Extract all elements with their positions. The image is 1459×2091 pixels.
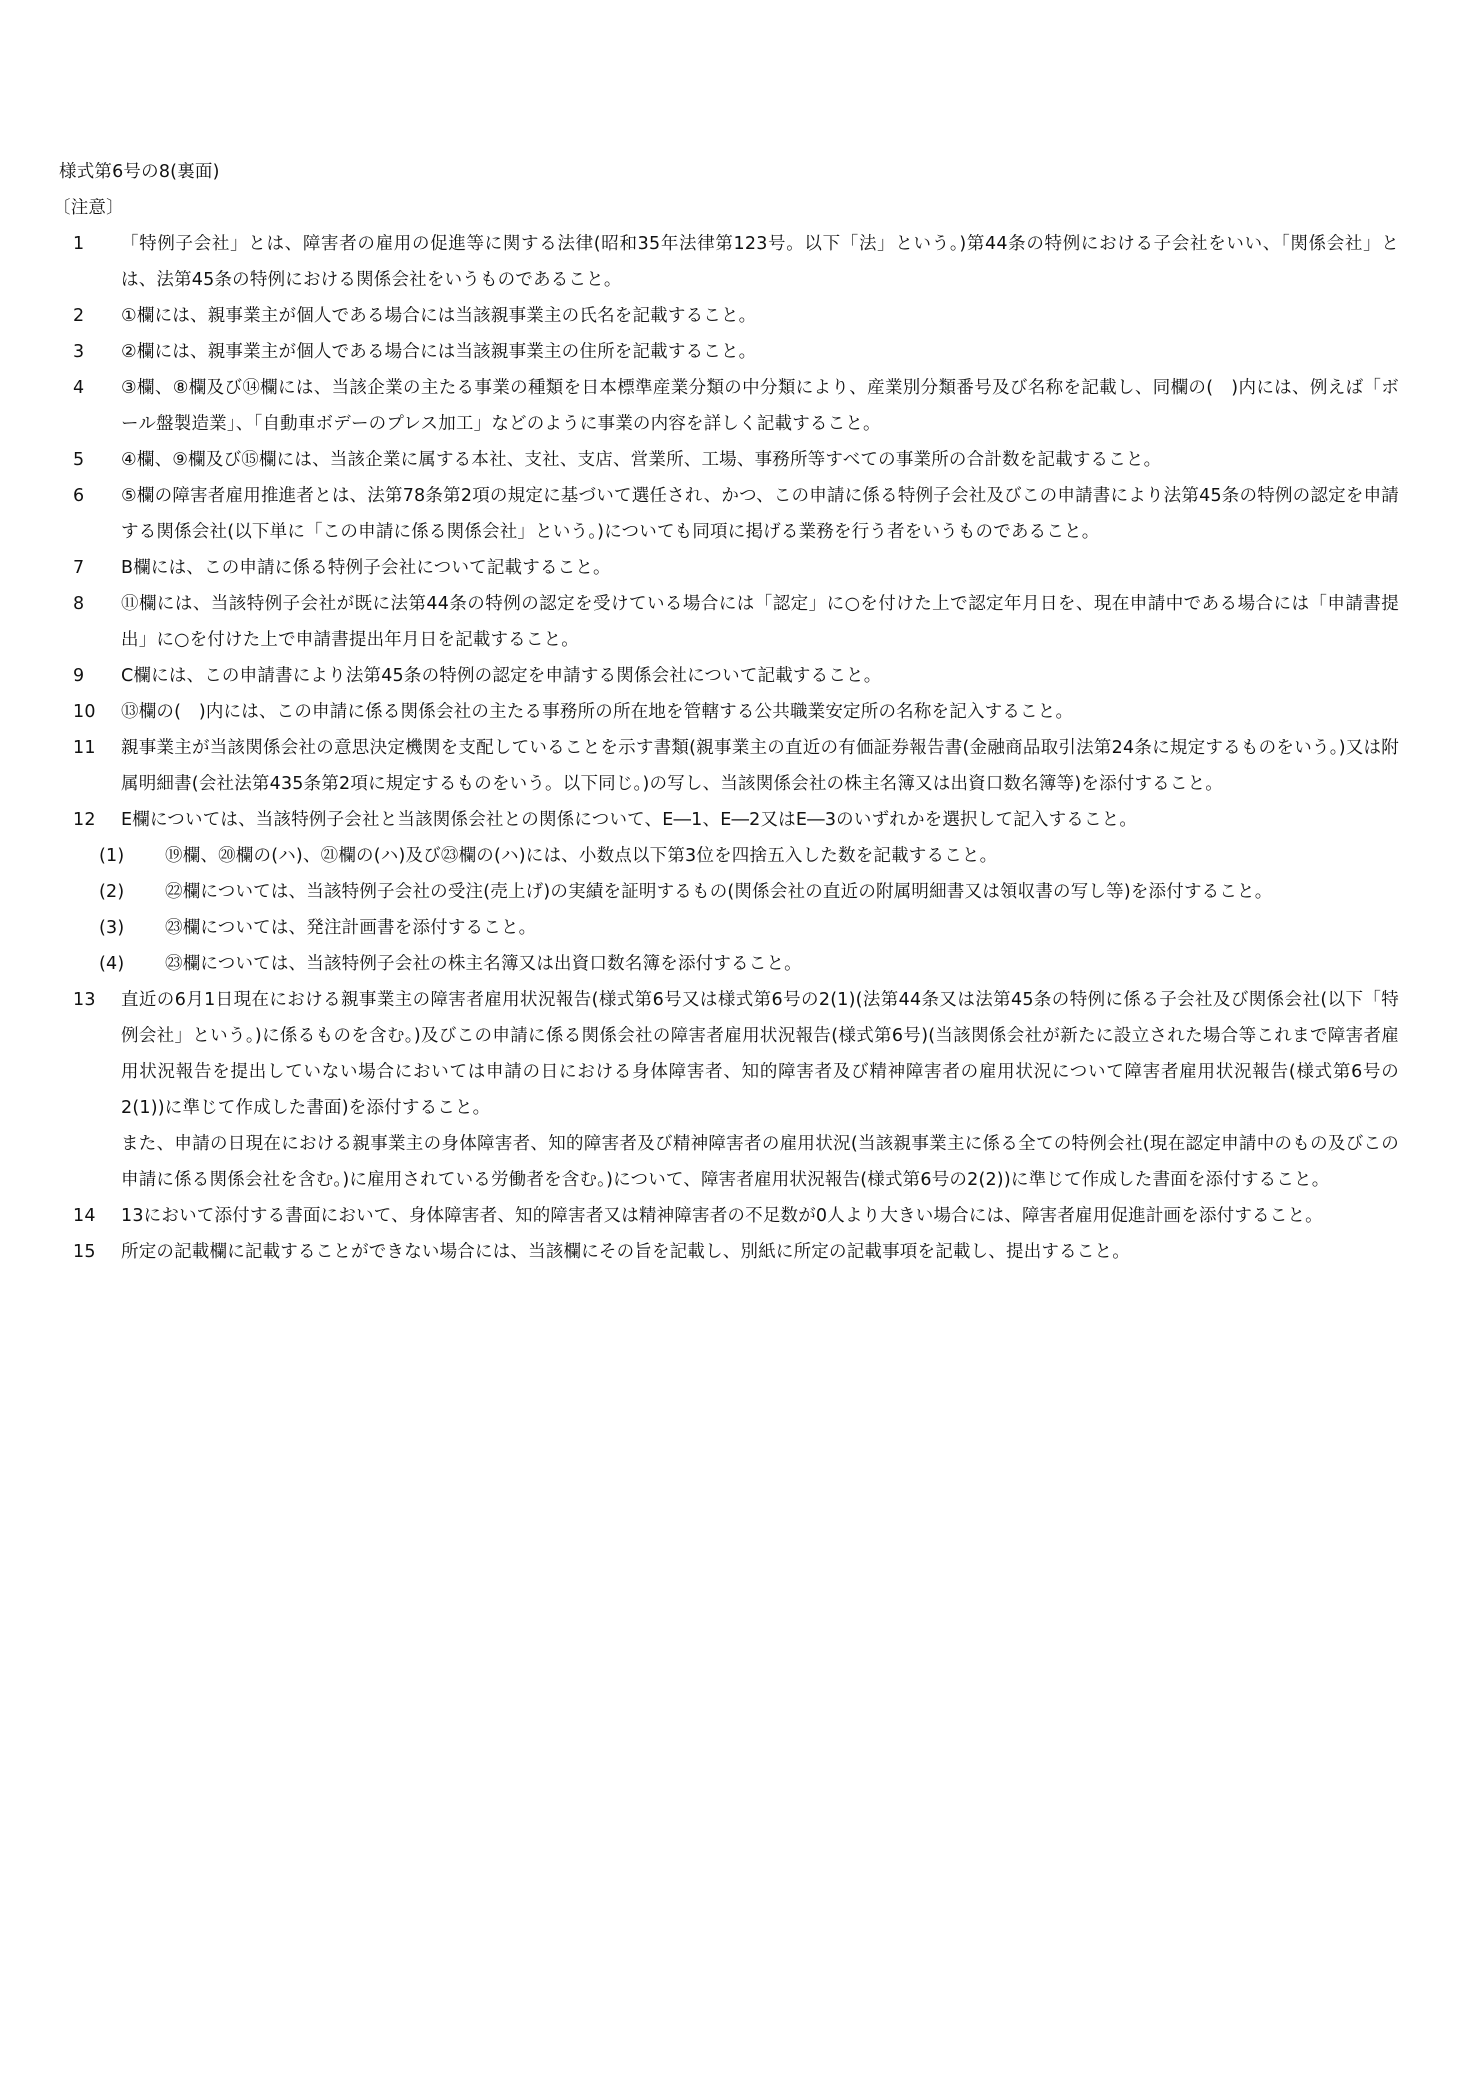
- subnote-item-4: [59, 946, 1399, 982]
- note-text: 直近の6月1日現在における親事業主の障害者雇用状況報告(様式第6号又は様式第6号の2(1)(法第44条又は法第45条の特例に係る子会社及び関係会社(以下「特例会社」という。)に係るものを含む。)及びこの申請に係る関係会社の障害者雇用状況報告(様式第6号)(当該関係会社が新たに設立された場合等これまで障害者雇用状況報告を提出していない場合においては申請の日における身体障害者、知的障害者及び精神障害者の雇用状況について障害者雇用状況報告(様式第6号の2(1))に準じて作成した書面)を添付すること。: [121, 990, 1399, 1118]
- subnote-number: (4): [99, 954, 125, 974]
- note-number: 14: [73, 1206, 96, 1226]
- note-text: ⑬欄の( )内には、この申請に係る関係会社の主たる事務所の所在地を管轄する公共職業安定所の名称を記入すること。: [121, 702, 1074, 722]
- subnote-number: (3): [99, 918, 125, 938]
- subnote-item-1: [59, 838, 1399, 874]
- note-number: 6: [73, 486, 85, 506]
- note-number: 15: [73, 1242, 96, 1262]
- note-number: 4: [73, 378, 85, 398]
- note-13-continuation: また、申請の日現在における親事業主の身体障害者、知的障害者及び精神障害者の雇用状況(当該親事業主に係る全ての特例会社(現在認定申請中のもの及びこの申請に係る関係会社を含む。)に雇用されている労働者を含む。)について、障害者雇用状況報告(様式第6号の2(2))に準じて作成した書面を添付すること。: [121, 1134, 1399, 1190]
- note-number: 10: [73, 702, 96, 722]
- form-title: 様式第6号の8(裏面): [59, 162, 220, 182]
- note-item-3: [59, 334, 1399, 370]
- note-number: 13: [73, 990, 96, 1010]
- note-item-8: [59, 586, 1399, 658]
- note-number: 1: [73, 234, 85, 254]
- note-text: 所定の記載欄に記載することができない場合には、当該欄にその旨を記載し、別紙に所定の記載事項を記載し、提出すること。: [121, 1242, 1130, 1262]
- notes-heading: 〔注意〕: [53, 198, 124, 218]
- note-item-13: [59, 982, 1399, 1126]
- note-number: 12: [73, 810, 96, 830]
- note-item-2: [59, 298, 1399, 334]
- note-item-10: [59, 694, 1399, 730]
- subnote-text: ㉓欄については、当該特例子会社の株主名簿又は出資口数名簿を添付すること。: [165, 954, 802, 974]
- note-number: 8: [73, 594, 85, 614]
- note-item-15: [59, 1234, 1399, 1270]
- note-number: 5: [73, 450, 85, 470]
- note-text: ⑪欄には、当該特例子会社が既に法第44条の特例の認定を受けている場合には「認定」に○を付けた上で認定年月日を、現在申請中である場合には「申請書提出」に○を付けた上で申請書提出年月日を記載すること。: [121, 594, 1399, 650]
- note-text: 13において添付する書面において、身体障害者、知的障害者又は精神障害者の不足数が0人より大きい場合には、障害者雇用促進計画を添付すること。: [121, 1206, 1323, 1226]
- note-number: 3: [73, 342, 85, 362]
- note-number: 11: [73, 738, 96, 758]
- subnote-text: ⑲欄、⑳欄の(ハ)、㉑欄の(ハ)及び㉓欄の(ハ)には、小数点以下第3位を四捨五入した数を記載すること。: [165, 846, 998, 866]
- note-item-14: [59, 1198, 1399, 1234]
- note-item-11: [59, 730, 1399, 802]
- note-text: ③欄、⑧欄及び⑭欄には、当該企業の主たる事業の種類を日本標準産業分類の中分類により、産業別分類番号及び名称を記載し、同欄の( )内には、例えば「ボール盤製造業」、「自動車ボデーのプレス加工」などのように事業の内容を詳しく記載すること。: [121, 378, 1399, 434]
- note-number: 7: [73, 558, 85, 578]
- note-text: ④欄、⑨欄及び⑮欄には、当該企業に属する本社、支社、支店、営業所、工場、事務所等すべての事業所の合計数を記載すること。: [121, 450, 1162, 470]
- note-text: ②欄には、親事業主が個人である場合には当該親事業主の住所を記載すること。: [121, 342, 757, 362]
- note-item-7: [59, 550, 1399, 586]
- subnote-item-2: [59, 874, 1399, 910]
- note-item-1: [59, 226, 1399, 298]
- note-text: ①欄には、親事業主が個人である場合には当該親事業主の氏名を記載すること。: [121, 306, 757, 326]
- note-text: 親事業主が当該関係会社の意思決定機関を支配していることを示す書類(親事業主の直近の有価証券報告書(金融商品取引法第24条に規定するものをいう。)又は附属明細書(会社法第435条第2項に規定するものをいう。以下同じ。)の写し、当該関係会社の株主名簿又は出資口数名簿等)を添付すること。: [121, 738, 1399, 794]
- note-text: 「特例子会社」とは、障害者の雇用の促進等に関する法律(昭和35年法律第123号。以下「法」という。)第44条の特例における子会社をいい、「関係会社」とは、法第45条の特例における関係会社をいうものであること。: [121, 234, 1399, 290]
- note-item-4: [59, 370, 1399, 442]
- subnote-text: ㉓欄については、発注計画書を添付すること。: [165, 918, 537, 938]
- subnote-number: (1): [99, 846, 125, 866]
- notes-document: [53, 154, 1399, 1270]
- subnote-item-3: [59, 910, 1399, 946]
- note-text: B欄には、この申請に係る特例子会社について記載すること。: [121, 558, 611, 578]
- subnote-number: (2): [99, 882, 125, 902]
- note-text: E欄については、当該特例子会社と当該関係会社との関係について、E―1、E―2又はE―3のいずれかを選択して記入すること。: [121, 810, 1138, 830]
- note-text: ⑤欄の障害者雇用推進者とは、法第78条第2項の規定に基づいて選任され、かつ、この申請に係る特例子会社及びこの申請書により法第45条の特例の認定を申請する関係会社(以下単に「この申請に係る関係会社」という。)についても同項に掲げる業務を行う者をいうものであること。: [121, 486, 1399, 542]
- note-number: 2: [73, 306, 85, 326]
- note-item-5: [59, 442, 1399, 478]
- note-number: 9: [73, 666, 85, 686]
- note-text: C欄には、この申請書により法第45条の特例の認定を申請する関係会社について記載すること。: [121, 666, 882, 686]
- note-item-12: [59, 802, 1399, 838]
- subnote-text: ㉒欄については、当該特例子会社の受注(売上げ)の実績を証明するもの(関係会社の直近の附属明細書又は領収書の写し等)を添付すること。: [165, 882, 1273, 902]
- note-item-6: [59, 478, 1399, 550]
- note-item-9: [59, 658, 1399, 694]
